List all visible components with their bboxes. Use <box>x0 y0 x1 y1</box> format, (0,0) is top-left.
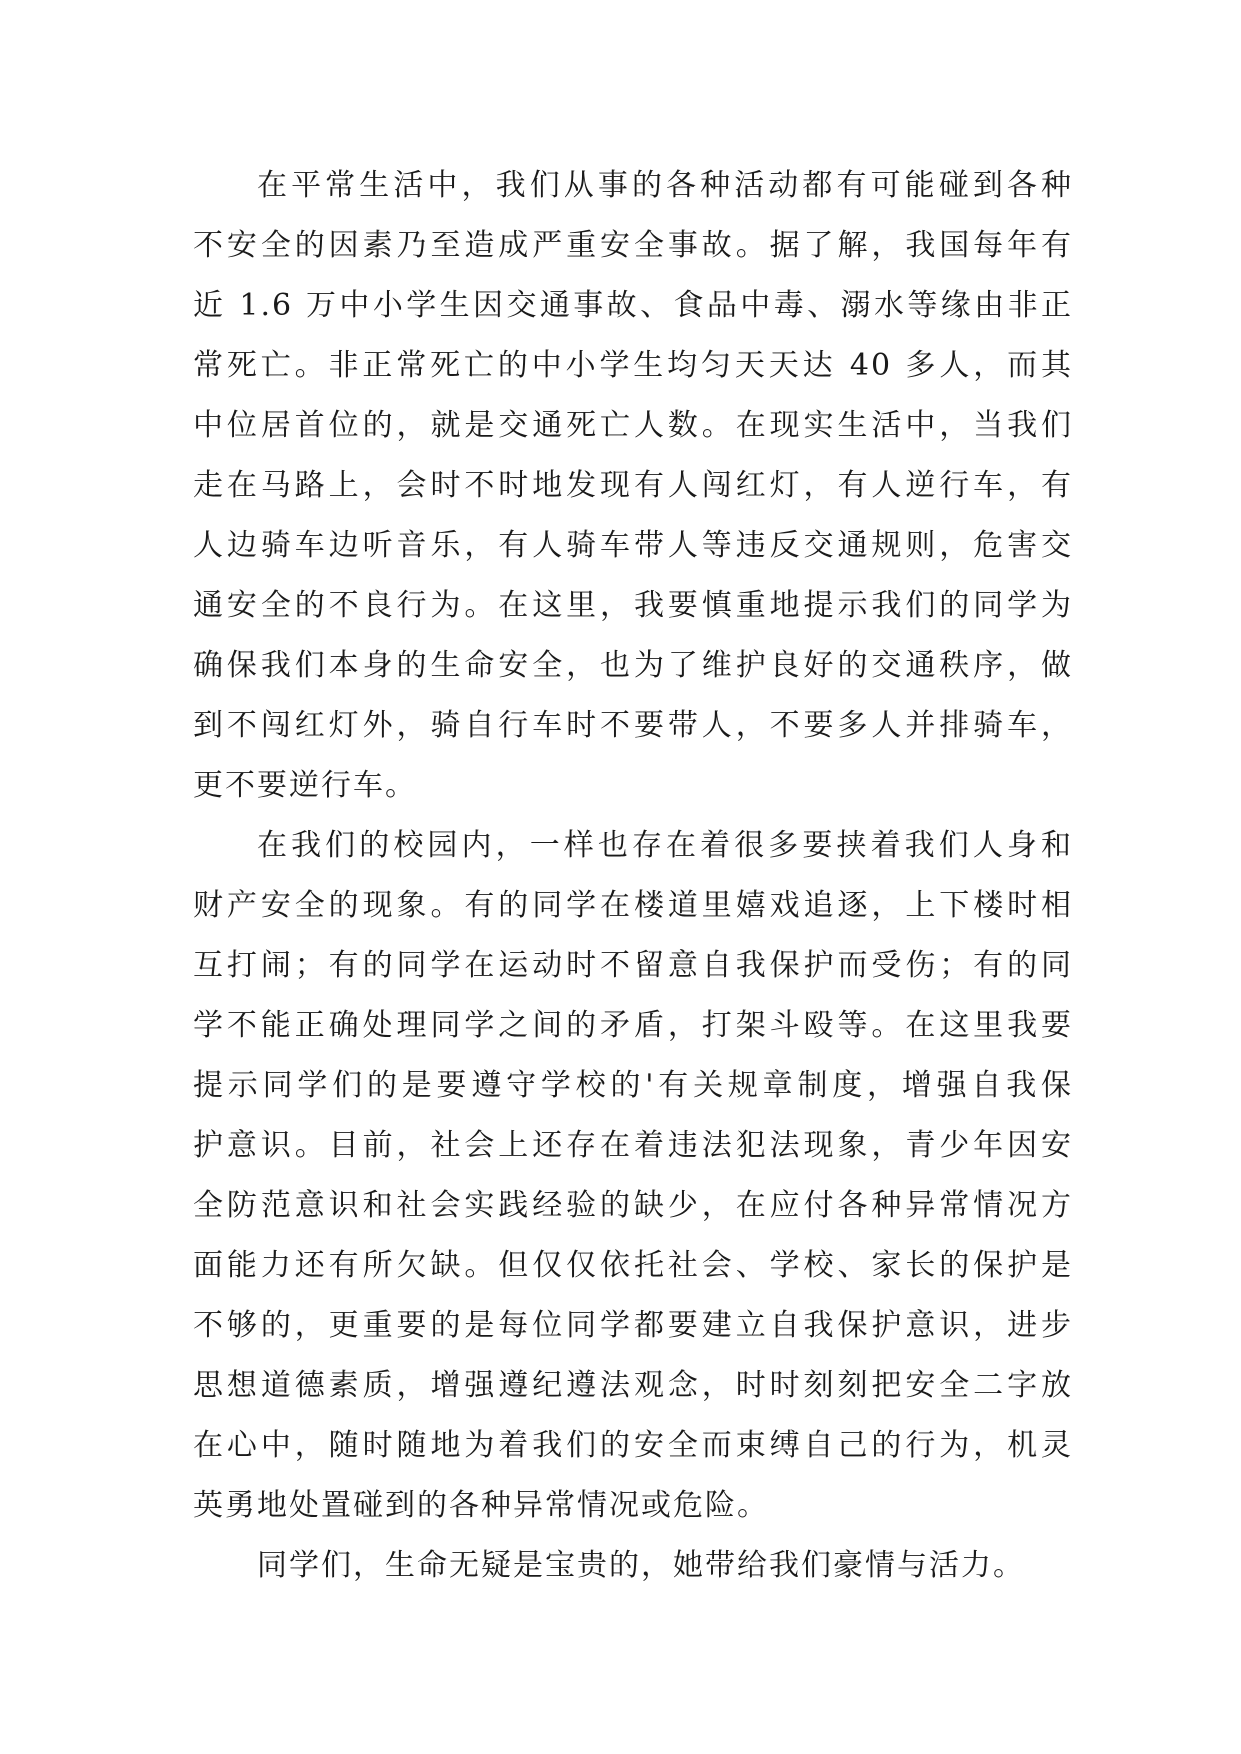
text-line: 近 1.6 万中小学生因交通事故、食品中毒、溺水等缘由非正 <box>193 288 1073 323</box>
text-line: 护意识。目前，社会上还存在着违法犯法现象，青少年因安 <box>193 1128 1073 1163</box>
text-line: 在平常生活中，我们从事的各种活动都有可能碰到各种 <box>257 168 1073 203</box>
text-line: 在心中，随时随地为着我们的安全而束缚自己的行为，机灵 <box>193 1428 1073 1463</box>
text-line: 到不闯红灯外，骑自行车时不要带人，不要多人并排骑车， <box>193 708 1073 743</box>
text-line: 财产安全的现象。有的同学在楼道里嬉戏追逐，上下楼时相 <box>193 888 1073 923</box>
text-line: 人边骑车边听音乐，有人骑车带人等违反交通规则，危害交 <box>193 528 1073 563</box>
text-line: 常死亡。非正常死亡的中小学生均匀天天达 40 多人，而其 <box>193 348 1073 383</box>
document-body <box>193 156 1073 1596</box>
paragraph-1 <box>193 156 1073 816</box>
text-line: 通安全的不良行为。在这里，我要慎重地提示我们的同学为 <box>193 588 1073 623</box>
paragraph-3 <box>193 1536 1073 1596</box>
text-line: 不安全的因素乃至造成严重安全事故。据了解，我国每年有 <box>193 228 1073 263</box>
text-line: 不够的，更重要的是每位同学都要建立自我保护意识，进步 <box>193 1308 1073 1343</box>
text-line: 互打闹；有的同学在运动时不留意自我保护而受伤；有的同 <box>193 948 1073 983</box>
paragraph-2 <box>193 816 1073 1536</box>
text-line: 更不要逆行车。 <box>193 768 417 803</box>
text-line: 提示同学们的是要遵守学校的'有关规章制度，增强自我保 <box>193 1068 1073 1103</box>
text-line: 思想道德素质，增强遵纪遵法观念，时时刻刻把安全二字放 <box>193 1368 1073 1403</box>
text-line: 在我们的校园内，一样也存在着很多要挟着我们人身和 <box>257 828 1073 863</box>
text-line: 全防范意识和社会实践经验的缺少，在应付各种异常情况方 <box>193 1188 1073 1223</box>
text-line: 确保我们本身的生命安全，也为了维护良好的交通秩序，做 <box>193 648 1073 683</box>
text-line: 中位居首位的，就是交通死亡人数。在现实生活中，当我们 <box>193 408 1073 443</box>
text-line: 学不能正确处理同学之间的矛盾，打架斗殴等。在这里我要 <box>193 1008 1073 1043</box>
text-line: 同学们，生命无疑是宝贵的，她带给我们豪情与活力。 <box>257 1548 1025 1583</box>
text-line: 面能力还有所欠缺。但仅仅依托社会、学校、家长的保护是 <box>193 1248 1073 1283</box>
text-line: 英勇地处置碰到的各种异常情况或危险。 <box>193 1488 769 1523</box>
text-line: 走在马路上，会时不时地发现有人闯红灯，有人逆行车，有 <box>193 468 1073 503</box>
